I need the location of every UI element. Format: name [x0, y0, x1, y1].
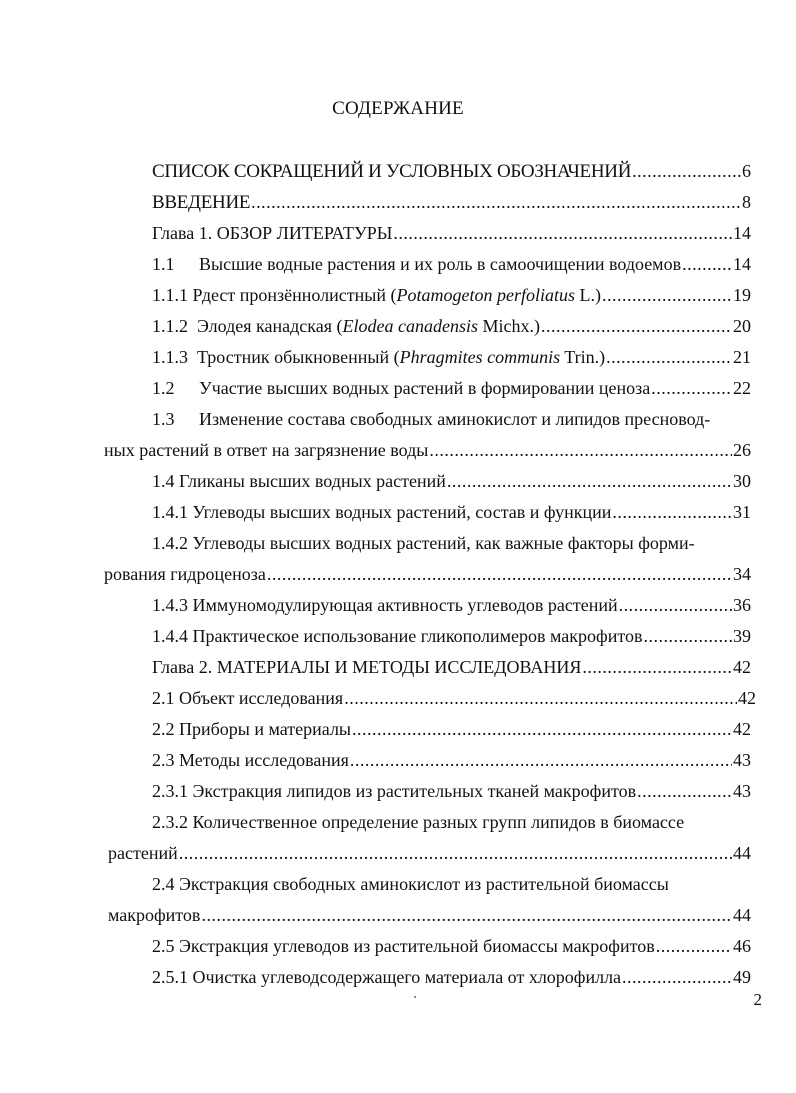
toc-entry-title: Глава 2. МАТЕРИАЛЫ И МЕТОДЫ ИССЛЕДОВАНИЯ [152, 657, 582, 677]
toc-leader [582, 656, 732, 678]
toc-entry-page: 43 [733, 781, 751, 801]
toc-entry-latin-name: Phragmites communis [399, 347, 561, 367]
toc-leader [632, 160, 741, 182]
toc-leader [393, 222, 732, 244]
toc-entry-page: 31 [733, 502, 751, 522]
toc-entry-page: 49 [733, 967, 751, 987]
toc-entry-title: 2.2 Приборы и материалы [152, 719, 352, 739]
toc-entry-2-3-1 [0, 780, 751, 802]
toc-entry-number: 1.1 [152, 254, 175, 274]
toc-entry-1-3-first-line [152, 408, 710, 430]
toc-leader [656, 935, 732, 957]
toc-entry-title: 1.4 Гликаны высших водных растений [152, 471, 446, 491]
toc-entry-1-1 [0, 253, 751, 275]
toc-entry-page: 19 [733, 285, 751, 305]
toc-entry-1-4-3 [0, 594, 751, 616]
toc-entry-page: 43 [733, 750, 751, 770]
toc-leader [267, 563, 732, 585]
toc-entry-title: 2.5 Экстракция углеводов из растительной биомассы макрофитов [152, 936, 655, 956]
toc-entry-title: 1.4.1 Углеводы высших водных растений, состав и функции [152, 502, 612, 522]
toc-entry-page: 14 [733, 223, 751, 243]
toc-entry-page: 21 [733, 347, 751, 367]
toc-entry-2-5-1 [0, 966, 751, 988]
toc-entry-title: Высшие водные растения и их роль в самоочищении водоемов [199, 254, 682, 274]
toc-entry-latin-name: Potamogeton perfoliatus [396, 285, 575, 305]
toc-entry-page: 42 [738, 688, 756, 708]
toc-entry-page: 42 [733, 657, 751, 677]
toc-entry-1-1-3 [0, 346, 751, 368]
toc-entry-title-end: L.) [575, 285, 601, 305]
toc-entry-2-2 [0, 718, 751, 740]
toc-entry-title: 1.4.4 Практическое использование гликополимеров макрофитов [152, 626, 643, 646]
toc-leader [429, 439, 732, 461]
toc-entry-page: 34 [733, 564, 751, 584]
toc-entry-1-1-2 [0, 315, 751, 337]
toc-entry-page: 44 [733, 905, 751, 925]
toc-entry-title-end: Trin.) [560, 347, 606, 367]
toc-entry-2-3-2 [0, 842, 751, 864]
toc-entry-page: 42 [733, 719, 751, 739]
toc-entry-page: 36 [733, 595, 751, 615]
toc-entry-title-continuation: ных растений в ответ на загрязнение воды [104, 440, 429, 460]
toc-entry-page: 39 [733, 626, 751, 646]
toc-entry-title: ВВЕДЕНИЕ [152, 192, 251, 213]
toc-entry-title: 2.1 Объект исследования [152, 688, 344, 708]
toc-leader [541, 315, 732, 337]
toc-entry-page: 20 [733, 316, 751, 336]
toc-entry-2-3 [0, 749, 751, 771]
toc-entry-chapter-1 [0, 222, 751, 244]
toc-entry-1-4-2-first-line: 1.4.2 Углеводы высших водных растений, как важные факторы форми- [152, 533, 695, 553]
toc-entry-title: Тростник обыкновенный ( [197, 347, 400, 367]
toc-entry-title: Участие высших водных растений в формировании ценоза [199, 378, 651, 398]
toc-entry-title: 1.4.3 Иммуномодулирующая активность углеводов растений [152, 595, 618, 615]
toc-entry-1-1-1 [0, 284, 751, 306]
toc-leader [447, 470, 732, 492]
toc-entry-title: 2.5.1 Очистка углеводсодержащего материала от хлорофилла [152, 967, 622, 987]
toc-entry-title-continuation: рования гидроценоза [104, 564, 266, 584]
toc-leader [179, 842, 732, 864]
toc-entry-page: 46 [733, 936, 751, 956]
toc-entry-page: 6 [742, 161, 751, 181]
toc-entry-number: 1.1.3 [152, 347, 188, 367]
toc-leader [622, 966, 732, 988]
toc-entry-number: 1.2 [152, 378, 175, 398]
toc-leader [682, 253, 732, 275]
toc-entry-title: 2.3 Методы исследования [152, 750, 349, 770]
toc-entry-title-end: Michx.) [478, 316, 540, 336]
toc-entry-abbreviations [0, 160, 751, 182]
toc-leader [350, 749, 732, 771]
toc-entry-page: 30 [733, 471, 751, 491]
toc-entry-1-4-2 [0, 563, 751, 585]
toc-entry-title: Элодея канадская ( [197, 316, 343, 336]
toc-entry-title: СПИСОК СОКРАЩЕНИЙ И УСЛОВНЫХ ОБОЗНАЧЕНИЙ [152, 161, 632, 182]
toc-entry-number: 1.3 [152, 409, 175, 429]
toc-entry-1-4 [0, 470, 751, 492]
toc-leader [643, 625, 732, 647]
toc-leader [251, 191, 741, 213]
toc-entry-2-5 [0, 935, 751, 957]
toc-entry-1-3 [0, 439, 751, 461]
toc-entry-latin-name: Elodea canadensis [342, 316, 478, 336]
page-title: СОДЕРЖАНИЕ [332, 98, 464, 119]
toc-entry-title: Рдест пронзённолистный ( [192, 285, 397, 305]
toc-entry-title: Глава 1. ОБЗОР ЛИТЕРАТУРЫ [152, 223, 393, 243]
toc-entry-2-4 [0, 904, 751, 926]
toc-entry-page: 26 [733, 440, 751, 460]
toc-leader [637, 780, 732, 802]
toc-leader [352, 718, 732, 740]
scan-speck [414, 996, 416, 998]
toc-entry-page: 44 [733, 843, 751, 863]
toc-entry-page: 8 [742, 192, 751, 212]
toc-entry-number: 1.1.2 [152, 316, 188, 336]
toc-leader [619, 594, 732, 616]
toc-entry-1-4-1 [0, 501, 751, 523]
toc-leader [344, 687, 737, 709]
toc-entry-introduction [0, 191, 751, 213]
toc-entry-2-3-2-first-line: 2.3.2 Количественное определение разных групп липидов в биомассе [152, 812, 685, 832]
toc-entry-number: 1.1.1 [152, 285, 188, 305]
toc-entry-1-4-4 [0, 625, 751, 647]
toc-entry-title: 2.3.1 Экстракция липидов из растительных тканей макрофитов [152, 781, 637, 801]
toc-leader [606, 346, 732, 368]
toc-entry-title: Изменение состава свободных аминокислот и липидов пресновод- [199, 409, 711, 429]
toc-leader [602, 284, 732, 306]
toc-entry-title-continuation: макрофитов [108, 905, 201, 925]
toc-entry-page: 14 [733, 254, 751, 274]
toc-leader [612, 501, 732, 523]
toc-entry-chapter-2 [0, 656, 751, 678]
toc-entry-2-1 [0, 687, 756, 709]
toc-entry-2-4-first-line: 2.4 Экстракция свободных аминокислот из растительной биомассы [152, 874, 669, 894]
toc-leader [201, 904, 732, 926]
toc-entry-1-2 [0, 377, 751, 399]
toc-entry-page: 22 [733, 378, 751, 398]
toc-entry-title-continuation: растений [108, 843, 178, 863]
toc-leader [651, 377, 732, 399]
page-number: 2 [753, 990, 762, 1009]
